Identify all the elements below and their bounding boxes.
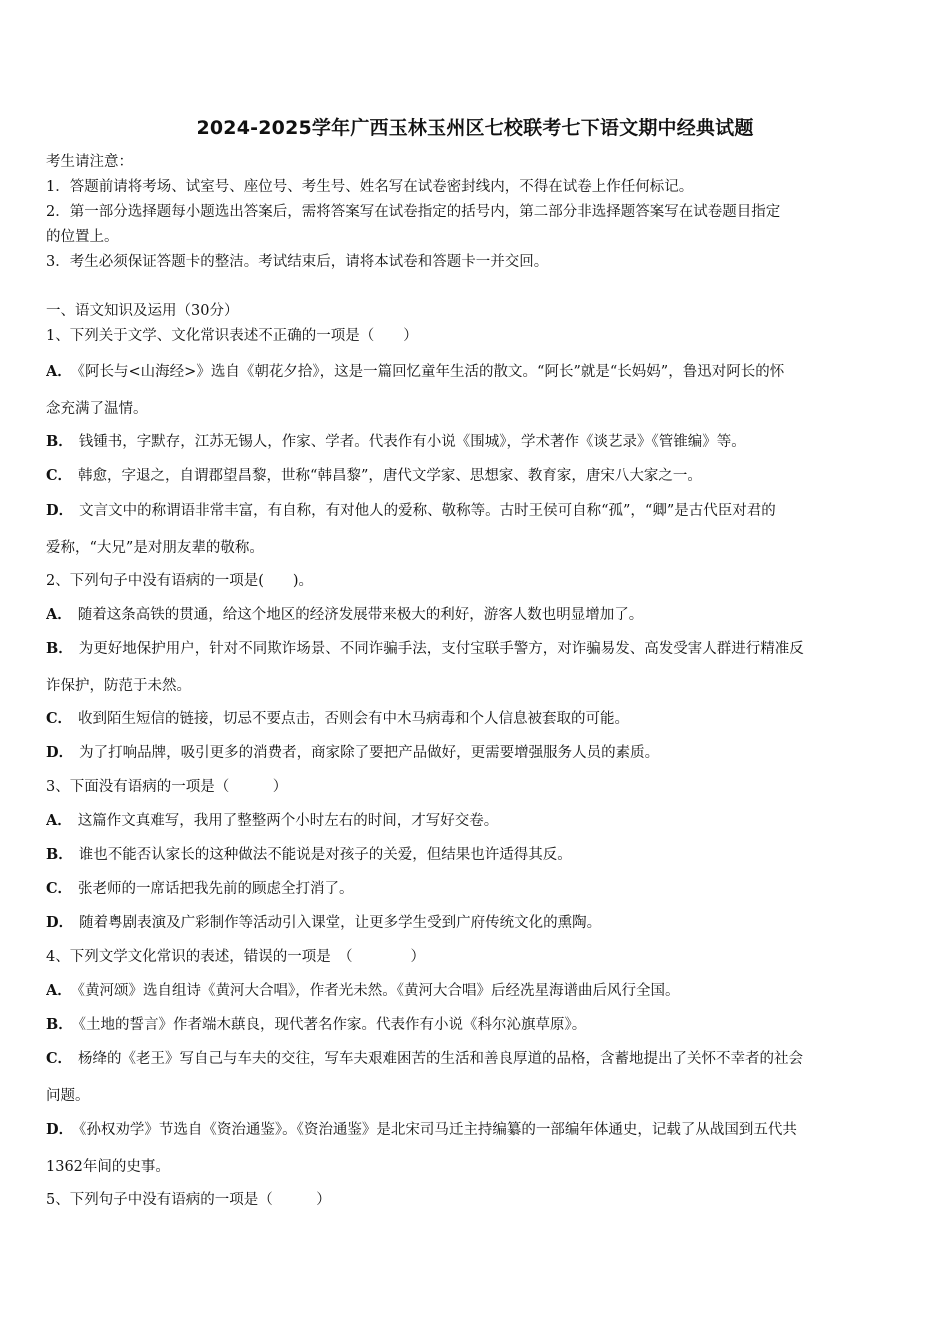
option-text: 文言文中的称谓语非常丰富，有自称，有对他人的爱称、敬称等。古时王侯可自称“孤”，“卿”是古代臣对君的: [79, 503, 776, 519]
question-option: [46, 539, 908, 557]
option-text: 杨绛的《老王》写自己与车夫的交往，写车夫艰难困苦的生活和善良厚道的品格，含蓄地提出了关怀不幸者的社会: [78, 1051, 804, 1067]
question-option: [46, 467, 908, 485]
question-option: [46, 1087, 908, 1105]
option-text: 问题。: [46, 1088, 90, 1104]
option-text: 念充满了温情。: [46, 401, 148, 417]
option-text: 爱称，“大兄”是对朋友辈的敬称。: [46, 540, 264, 556]
question-option: [46, 363, 908, 381]
question-option: [46, 744, 908, 762]
option-label: B．: [46, 846, 73, 863]
question-option: [46, 640, 908, 658]
option-text: 为了打响品牌，吸引更多的消费者，商家除了要把产品做好，更需要增强服务人员的素质。: [79, 745, 660, 761]
option-text: 张老师的一席话把我先前的顾虑全打消了。: [78, 881, 354, 897]
notice-item: 1．答题前请将考场、试室号、座位号、考生号、姓名写在试卷密封线内，不得在试卷上作任何标记。: [46, 179, 694, 195]
question-stem: 5、下列句子中没有语病的一项是（ ）: [46, 1192, 331, 1208]
option-label: A．: [46, 812, 72, 829]
option-label: A．: [46, 363, 72, 380]
question-option: [46, 880, 908, 898]
question-stem: 4、下列文学文化常识的表述，错误的一项是 （ ）: [46, 949, 425, 965]
option-text: 为更好地保护用户，针对不同欺诈场景、不同诈骗手法，支付宝联手警方，对诈骗易发、高发受害人群进行精准反: [78, 641, 804, 657]
question-option: [46, 846, 908, 864]
option-text: 1362年间的史事。: [46, 1159, 170, 1175]
notice-item: 2．第一部分选择题每小题选出答案后，需将答案写在试卷指定的括号内，第二部分非选择题答案写在试卷题目指定: [46, 204, 781, 220]
option-text: 谁也不能否认家长的这种做法不能说是对孩子的关爱，但结果也许适得其反。: [78, 847, 572, 863]
question-option: [46, 982, 908, 1000]
option-text: 《土地的誓言》作者端木蕻良，现代著名作家。代表作有小说《科尔沁旗草原》。: [78, 1017, 587, 1033]
question-option: [46, 1050, 908, 1068]
notice-item: 的位置上。: [46, 229, 119, 245]
question-option: [46, 710, 908, 728]
option-label: B．: [46, 433, 73, 450]
option-label: A．: [46, 982, 72, 999]
option-label: A．: [46, 606, 72, 623]
option-text: 《阿长与<山海经>》选自《朝花夕拾》，这是一篇回忆童年生活的散文。“阿长”就是“长妈妈”，鲁迅对阿长的怀: [77, 364, 785, 380]
option-text: 随着这条高铁的贯通，给这个地区的经济发展带来极大的利好，游客人数也明显增加了。: [77, 607, 644, 623]
option-text: 随着粤剧表演及广彩制作等活动引入课堂，让更多学生受到广府传统文化的熏陶。: [79, 915, 602, 931]
option-text: 《黄河颂》选自组诗《黄河大合唱》，作者光未然。《黄河大合唱》后经冼星海谱曲后风行全国。: [77, 983, 680, 999]
notice-heading: 考生请注意：: [46, 154, 133, 170]
question-stem: 1、下列关于文学、文化常识表述不正确的一项是（ ）: [46, 328, 418, 344]
question-option: [46, 400, 908, 418]
option-text: 《孙权劝学》节选自《资治通鉴》。《资治通鉴》是北宋司马迁主持编纂的一部编年体通史，记载了从战国到五代共: [79, 1122, 797, 1138]
question-option: [46, 812, 908, 830]
section-heading: 一、语文知识及运用（30分）: [46, 303, 239, 319]
notice-item: 3．考生必须保证答题卡的整洁。考试结束后，请将本试卷和答题卡一并交回。: [46, 254, 549, 270]
option-text: 收到陌生短信的链接，切忌不要点击，否则会有中木马病毒和个人信息被套取的可能。: [78, 711, 630, 727]
option-label: D．: [46, 1121, 74, 1138]
question-option: [46, 502, 908, 520]
option-label: D．: [46, 914, 74, 931]
option-label: C．: [46, 710, 73, 727]
question-option: [46, 1121, 908, 1139]
option-label: C．: [46, 467, 73, 484]
option-text: 诈保护，防范于未然。: [46, 678, 191, 694]
question-option: [46, 677, 908, 695]
option-label: B．: [46, 1016, 73, 1033]
option-text: 韩愈，字退之，自谓郡望昌黎，世称“韩昌黎”，唐代文学家、思想家、教育家，唐宋八大家之一。: [78, 468, 702, 484]
question-stem: 2、下列句子中没有语病的一项是( )。: [46, 573, 314, 589]
option-text: 这篇作文真难写，我用了整整两个小时左右的时间，才写好交卷。: [77, 813, 499, 829]
page-title: 2024-2025学年广西玉林玉州区七校联考七下语文期中经典试题: [196, 117, 754, 139]
question-option: [46, 433, 908, 451]
question-option: [46, 914, 908, 932]
question-option: [46, 606, 908, 624]
option-label: B．: [46, 640, 73, 657]
option-text: 钱锺书，字默存，江苏无锡人，作家、学者。代表作有小说《围城》，学术著作《谈艺录》《管锥编》等。: [78, 434, 746, 450]
question-option: [46, 1158, 908, 1176]
option-label: D．: [46, 502, 74, 519]
question-option: [46, 1016, 908, 1034]
question-stem: 3、下面没有语病的一项是（ ）: [46, 779, 288, 795]
option-label: D．: [46, 744, 74, 761]
option-label: C．: [46, 880, 73, 897]
option-label: C．: [46, 1050, 73, 1067]
